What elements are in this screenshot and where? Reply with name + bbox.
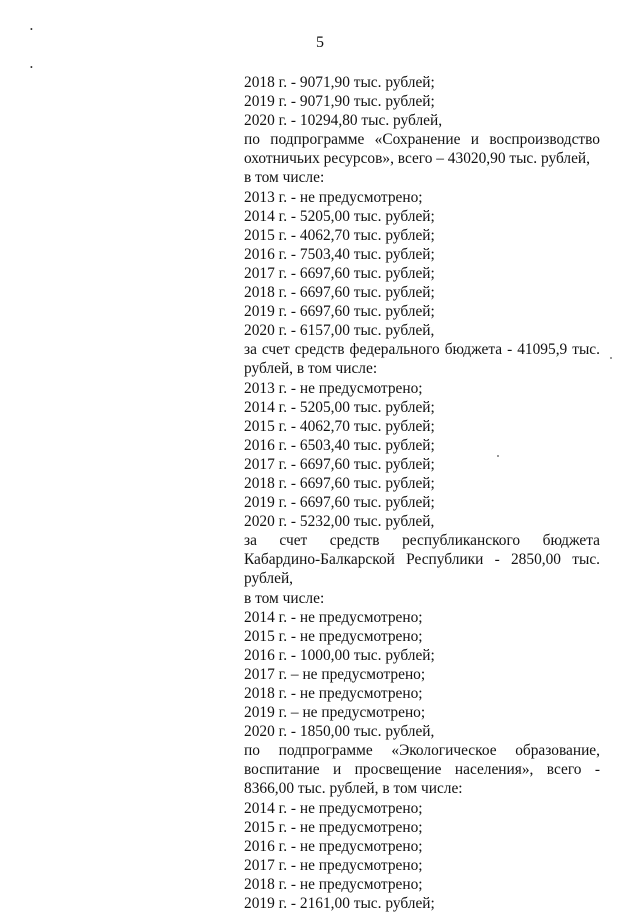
text-line: в том числе: [244, 589, 325, 607]
text-line: 2020 г. - 5232,00 тыс. рублей, [244, 513, 435, 531]
text-line: охотничьих ресурсов», всего – 43020,90 тыс. рублей, [244, 150, 590, 168]
funding-text-block [244, 73, 600, 913]
scan-speck [610, 357, 612, 359]
text-line: по подпрограмме «Сохранение и воспроизводство [244, 131, 600, 149]
text-line: 2018 г. - 6697,60 тыс. рублей; [244, 474, 435, 492]
text-line: 8366,00 тыс. рублей, в том числе: [244, 780, 463, 798]
text-line: Кабардино-Балкарской Республики - 2850,00 тыс. [244, 551, 600, 569]
text-line: 2013 г. - не предусмотрено; [244, 188, 423, 206]
text-line: за счет средств федерального бюджета - 41095,9 тыс. [244, 341, 600, 359]
text-line: в том числе: [244, 169, 325, 187]
text-line: за счет средств республиканского бюджета [244, 532, 600, 550]
text-line: 2016 г. - не предусмотрено; [244, 837, 423, 855]
scan-mark: • [30, 25, 33, 34]
text-line: 2015 г. - 4062,70 тыс. рублей; [244, 226, 435, 244]
text-line: 2017 г. - 6697,60 тыс. рублей; [244, 264, 435, 282]
page-number: 5 [316, 34, 324, 51]
text-line: 2020 г. - 6157,00 тыс. рублей, [244, 322, 435, 340]
text-line: рублей, в том числе: [244, 360, 378, 378]
text-line: 2020 г. - 1850,00 тыс. рублей, [244, 723, 435, 741]
text-line: 2016 г. - 1000,00 тыс. рублей; [244, 646, 435, 664]
text-line: 2017 г. - 6697,60 тыс. рублей; [244, 455, 435, 473]
text-line: 2016 г. - 6503,40 тыс. рублей; [244, 436, 435, 454]
text-line: 2013 г. - не предусмотрено; [244, 379, 423, 397]
text-line: 2014 г. - не предусмотрено; [244, 608, 423, 626]
text-line: 2019 г. – не предусмотрено; [244, 704, 426, 722]
text-line: 2014 г. - не предусмотрено; [244, 799, 423, 817]
text-line: 2017 г. - не предусмотрено; [244, 856, 423, 874]
text-line: 2014 г. - 5205,00 тыс. рублей; [244, 398, 435, 416]
text-line: 2020 г. - 10294,80 тыс. рублей, [244, 112, 443, 130]
text-line: 2015 г. - не предусмотрено; [244, 818, 423, 836]
text-line: 2016 г. - 7503,40 тыс. рублей; [244, 245, 435, 263]
text-line: 2018 г. - не предусмотрено; [244, 685, 423, 702]
text-line: 2018 г. - не предусмотрено; [244, 875, 423, 893]
text-line: 2018 г. - 9071,90 тыс. рублей; [244, 74, 435, 91]
text-line: 2019 г. - 9071,90 тыс. рублей; [244, 93, 435, 111]
scan-mark: • [30, 63, 33, 72]
text-line: воспитание и просвещение населения», всего - [244, 761, 600, 779]
text-line: 2018 г. - 6697,60 тыс. рублей; [244, 284, 435, 302]
text-line: 2015 г. - не предусмотрено; [244, 627, 423, 645]
text-line: 2014 г. - 5205,00 тыс. рублей; [244, 207, 435, 225]
text-line: 2017 г. – не предусмотрено; [244, 665, 426, 683]
text-line: рублей, [244, 570, 294, 588]
text-line: 2015 г. - 4062,70 тыс. рублей; [244, 417, 435, 435]
text-line: по подпрограмме «Экологическое образование, [244, 742, 600, 760]
text-line: 2019 г. - 2161,00 тыс. рублей; [244, 895, 435, 913]
text-line: 2019 г. - 6697,60 тыс. рублей; [244, 303, 435, 321]
text-line: 2019 г. - 6697,60 тыс. рублей; [244, 494, 435, 512]
